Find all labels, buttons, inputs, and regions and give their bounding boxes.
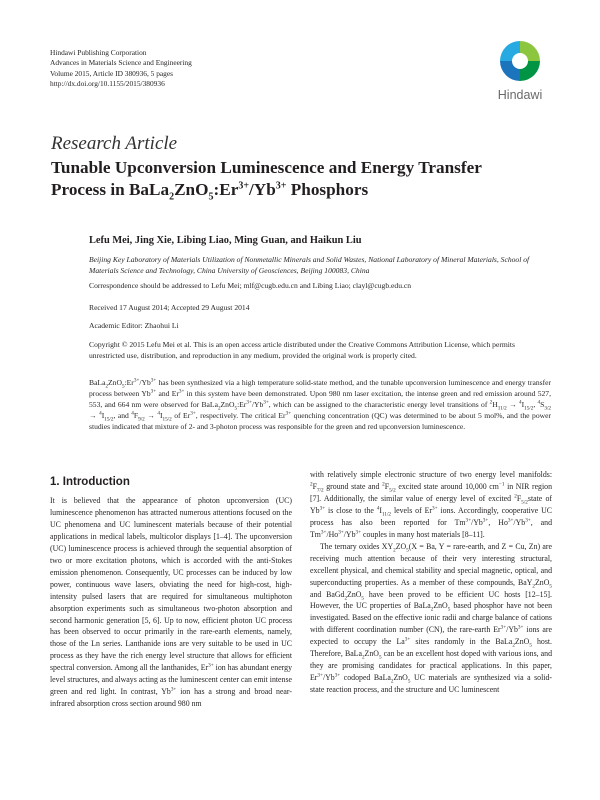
article-type: Research Article	[51, 133, 178, 154]
dates: Received 17 August 2014; Accepted 29 August 2014	[89, 303, 250, 312]
intro-paragraph-1: It is believed that the appearance of photon upconversion (UC) luminescence phenomenon has attracted numerous attentions focused on the UC phenomena and UC luminescent materials because of their potential applications in medical labels, multicolor displays [1–4]. The upconversion (UC) luminescence process is achieved through the sequential absorption of two or more excitation photons, which is accorded with the anti-Stokes emission phenomenon. Consequently, UC processes can be induced by low power, continuous wave lasers, obviating the need for high-cost, high-intensity pulsed lasers that are required for simultaneous multiphoton absorption experiments such as simultaneous two-photon absorption and second harmonic generation [5, 6]. Up to now, efficient photon UC process has been observed to occur primarily in the rare-earth elements, namely, those of the Ln series. Lanthanide ions are very suitable to be used in UC process as they have the rich energy level structure that allows for efficient spectral conversion. Among all the lanthanides, $Er^{3+}$ ion has abundant energy level structures, and always acting as the luminescent center can emit intense green and red light. In contrast, $Yb^{3+}$ ion has a strong and broad near-infrared absorption cross section around 980 nm	[50, 496, 292, 709]
publisher-name: Hindawi Publishing Corporation	[50, 48, 147, 57]
section-heading-introduction: 1. Introduction	[50, 476, 130, 488]
journal-name: Advances in Materials Science and Engineering	[50, 58, 192, 68]
title-line-2: Process in $BaLa_2ZnO_5:Er^{3+}/Yb^{3+}$ Phosphors	[51, 180, 369, 203]
hindawi-logo-mark-icon	[487, 36, 553, 88]
volume-info: Volume 2015, Article ID 380936, 5 pages	[50, 68, 174, 78]
title-line-1: Tunable Upconversion Luminescence and Energy Transfer	[51, 158, 482, 177]
copyright: Copyright © 2015 Lefu Mei et al. This is an open access article distributed under the Creative Commons Attribution License, which permits unrestricted use, distribution, and reproduction in any medium, provided the original work is properly cited.	[89, 340, 515, 360]
correspondence: Correspondence should be addressed to Lefu Mei; mlf@cugb.edu.cn and Libing Liao; clayl@cugb.edu.cn	[89, 281, 412, 290]
left-column	[50, 495, 292, 710]
academic-editor: Academic Editor: Zhaohui Li	[89, 321, 179, 330]
abstract: $BaLa_2ZnO_5:Er^{3+}/Yb^{3+}$ has been synthesized via a high temperature solid-state method, and the tunable upconversion luminescence and energy transfer process between $Yb^{3+}$ and $Er^{3+}$ in this system have been demonstrated. Upon 980 nm laser excitation, the intense green and red emission around 527, 553, and 664 nm were observed for $BaLa_2ZnO_5:Er^{3+}/Yb^{3+}$, which can be assigned to the characteristic energy level transitions of $^2H_{11/2} \to ^4I_{15/2}$, $^4S_{3/2} \to ^4I_{15/2}$, and $^4F_{9/2} \to ^4I_{15/2}$ of $Er^{3+}$, respectively. The critical $Er^{3+}$ quenching concentration (QC) was determined to be about 5 mol%, and the power studies indicated that mixture of 2- and 3-photon process was responsible for the green and red upconversion luminescence.	[89, 377, 552, 431]
right-column	[310, 469, 552, 696]
hindawi-logo	[487, 36, 553, 110]
intro-paragraph-2: The ternary oxides $XY_2ZO_5(X = Ba$, Y = rare-earth, and Z = Cu, Zn) are receiving much attention because of their very interesting structural, excellent physical, and chemical stability and special magnetic, optical, and superconducting properties. As a member of these compounds, BaY$_2$ZnO$_5$ and BaGd$_2$ZnO$_5$ have been proved to be efficient UC hosts [12–15]. However, the UC properties of BaLa$_2$ZnO$_5$ based phosphor have not been investigated. Based on the effective ionic radii and charge balance of cations with different coordination number (CN), the rare-earth $Er^{3+}/Yb^{3+}$ ions are expected to occupy the $La^{3+}$ sites randomly in the BaLa$_2$ZnO$_5$ host. Therefore, BaLa$_2$ZnO$_5$ can be an excellent host doped with various ions, and they are promising candidates for practical applications. In this paper, $Er^{3+}/Yb^{3+}$ codoped BaLa$_2$ZnO$_5$ UC materials are synthesized via a solid-state reaction process, and the structure and UC luminescent	[310, 541, 553, 695]
hindawi-wordmark: Hindawi	[497, 88, 543, 102]
intro-paragraph-continued: with relatively simple electronic structure of two energy level manifolds: $^2F_{7/2}$ ground state and $^2F_{5/2}$ excited state around 10,000 $cm^{-1}$ in NIR region [7]. Additionally, the similar value of energy level of excited $^2F_{5/2}state$ of $Yb^{3+}$ is close to the $^4I_{11/2}$ levels of $Er^{3+}$ ions. Accordingly, cooperative UC process has also been reported for $Tm^{3+}/Yb^{3+}$, $Ho^{3+}/Yb^{3+}$, and $Tm^{3+}/Ho^{3+}/Yb^{3+}$ couples in many host materials [8–11].	[310, 470, 553, 539]
page-title	[51, 157, 551, 201]
doi-link[interactable]: http://dx.doi.org/10.1155/2015/380936	[50, 79, 165, 89]
affiliation: Beijing Key Laboratory of Materials Utilization of Nonmetallic Minerals and Solid Wastes, National Laboratory of Mineral Materials, School of Materials Science and Technology, China University of Geosciences, Beijing 100083, China	[89, 255, 530, 275]
author-list: Lefu Mei, Jing Xie, Libing Liao, Ming Guan, and Haikun Liu	[89, 235, 362, 246]
journal-header	[50, 48, 192, 90]
